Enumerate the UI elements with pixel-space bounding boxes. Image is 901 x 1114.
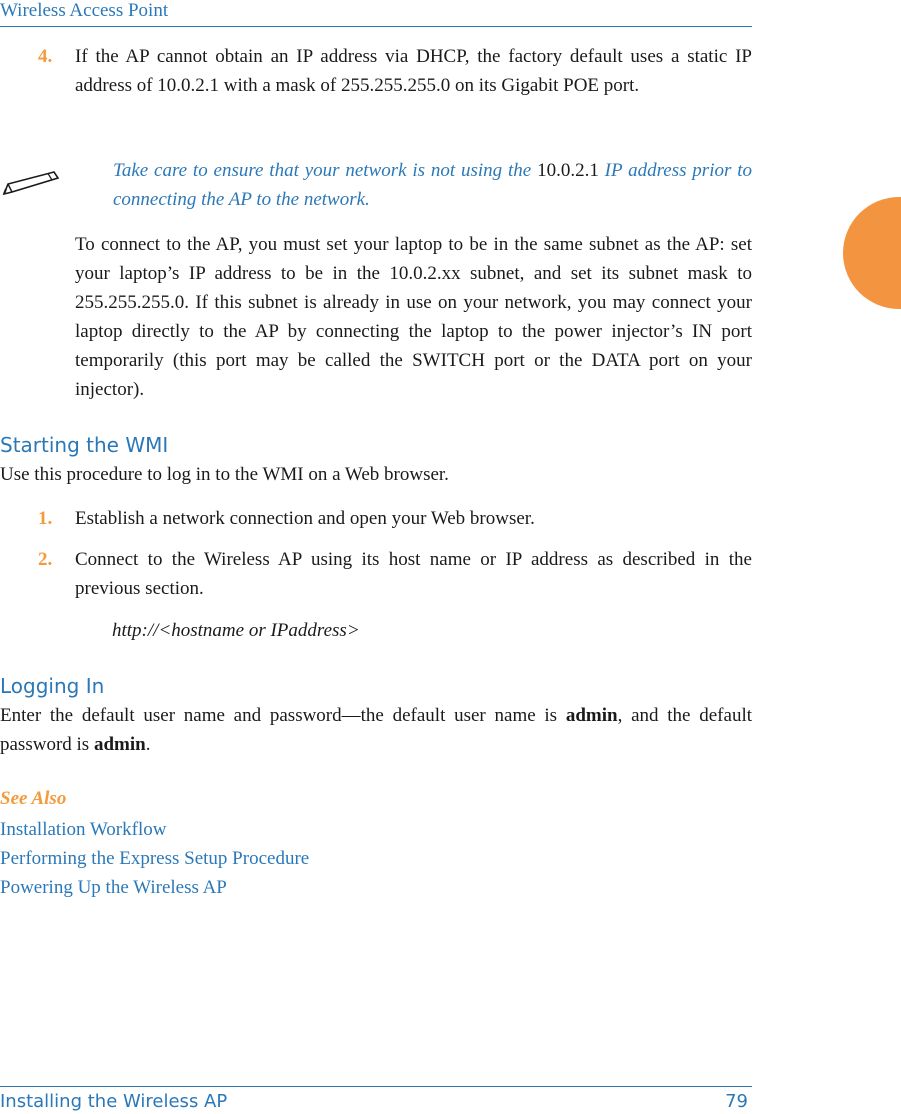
section-heading-starting-wmi: Starting the WMI (0, 433, 169, 457)
connect-paragraph-block (75, 230, 752, 404)
logging-in-block (0, 701, 752, 759)
step-number: 2. (38, 549, 53, 570)
starting-wmi-intro: Use this procedure to log in to the WMI on a Web browser. (0, 464, 449, 485)
footer-chapter-title: Installing the Wireless AP (0, 1091, 228, 1112)
step-number: 4. (38, 46, 53, 67)
see-also-label: See Also (0, 788, 67, 809)
logging-in-text-before: Enter the default user name and password—the default user name is (0, 705, 566, 726)
starting-wmi-intro-block (0, 460, 752, 489)
default-password: admin (93, 734, 146, 755)
running-header: Wireless Access Point (0, 0, 752, 27)
logging-in-text-middle: , and the default password is (0, 705, 752, 755)
default-username: admin (565, 705, 618, 726)
link-express-setup-procedure[interactable]: Performing the Express Setup Procedure (0, 848, 310, 869)
step-text: Connect to the Wireless AP using its host name or IP address as described in the previous section. (75, 549, 752, 599)
note-text-part2: IP address prior to connecting the AP to the network. (113, 160, 752, 210)
step-number: 1. (38, 508, 53, 529)
wmi-step-2 (38, 545, 752, 603)
note-text (113, 156, 752, 214)
pencil-icon (2, 170, 66, 196)
logging-in-text (0, 701, 752, 759)
step-4 (38, 42, 752, 100)
link-installation-workflow[interactable]: Installation Workflow (0, 819, 167, 840)
section-heading-logging-in: Logging In (0, 674, 105, 698)
wmi-step-1 (38, 504, 752, 533)
connect-paragraph: To connect to the AP, you must set your laptop to be in the same subnet as the AP: set your laptop’s IP address to be in the 10.0.2.xx subnet, and set its subnet mask to 255.255.255.0. If this subnet is already in use on your network, you may connect your laptop directly to the AP by connecting the laptop to the power injector’s IN port temporarily (this port may be called the SWITCH port or the DATA port on your injector). (75, 234, 752, 400)
page-number: 79 (725, 1091, 748, 1112)
running-footer (0, 1086, 752, 1113)
note-text-part1: Take care to ensure that your network is not using the (113, 160, 538, 181)
wmi-url: http://<hostname or IPaddress> (112, 620, 360, 641)
step-text: Establish a network connection and open your Web browser. (75, 508, 535, 529)
note-ip: 10.0.2.1 (537, 160, 599, 181)
step-text: If the AP cannot obtain an IP address via DHCP, the factory default uses a static IP address of 10.0.2.1 with a mask of 255.255.255.0 on its Gigabit POE port. (75, 46, 752, 96)
chapter-tab-marker (843, 197, 901, 309)
note-callout (0, 156, 752, 214)
link-powering-up-wireless-ap[interactable]: Powering Up the Wireless AP (0, 877, 227, 898)
logging-in-text-after: . (145, 734, 151, 755)
